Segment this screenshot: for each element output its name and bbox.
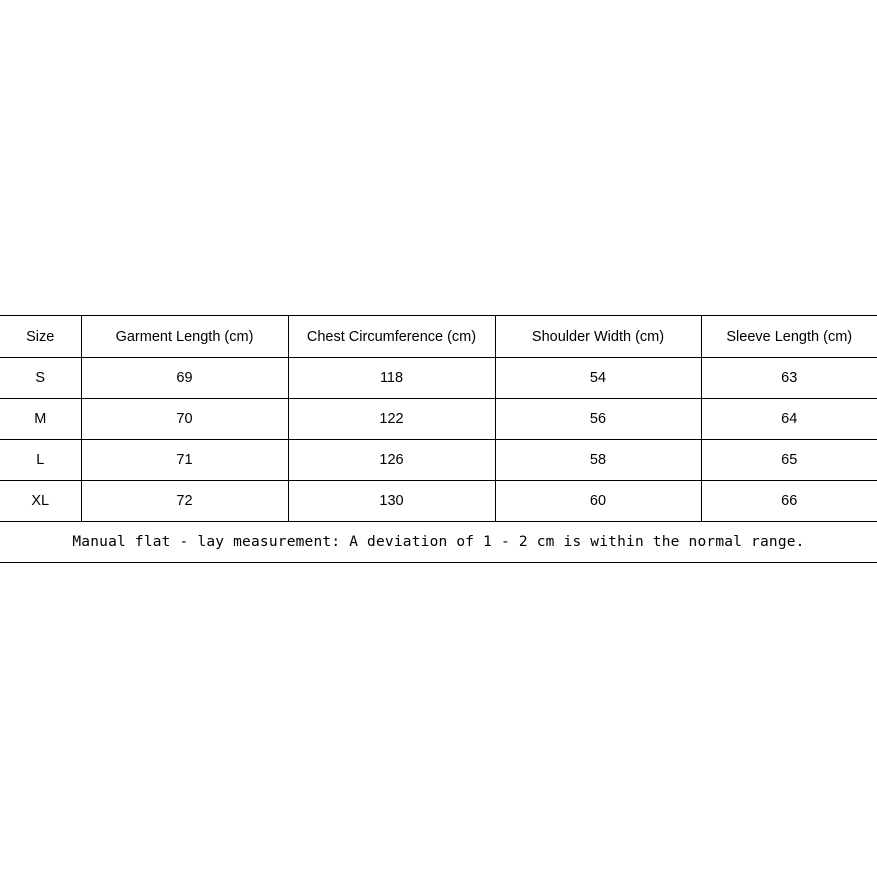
table-row [0, 440, 877, 481]
cell-shoulder: 58 [495, 440, 701, 481]
cell-garment-length: 72 [81, 481, 288, 522]
cell-garment-length: 70 [81, 399, 288, 440]
cell-shoulder: 60 [495, 481, 701, 522]
measurement-note: Manual flat - lay measurement: A deviation of 1 - 2 cm is within the normal range. [0, 522, 877, 563]
table-row [0, 481, 877, 522]
column-header-sleeve-length: Sleeve Length (cm) [701, 316, 877, 358]
cell-shoulder: 54 [495, 358, 701, 399]
cell-chest: 118 [288, 358, 495, 399]
cell-chest: 122 [288, 399, 495, 440]
size-table [0, 315, 877, 563]
column-header-chest-circumference: Chest Circumference (cm) [288, 316, 495, 358]
table-row [0, 358, 877, 399]
column-header-shoulder-width: Shoulder Width (cm) [495, 316, 701, 358]
cell-sleeve: 63 [701, 358, 877, 399]
table-note-row [0, 522, 877, 563]
cell-chest: 126 [288, 440, 495, 481]
cell-size: L [0, 440, 81, 481]
cell-sleeve: 64 [701, 399, 877, 440]
cell-sleeve: 65 [701, 440, 877, 481]
table-row [0, 399, 877, 440]
column-header-garment-length: Garment Length (cm) [81, 316, 288, 358]
cell-size: S [0, 358, 81, 399]
cell-garment-length: 71 [81, 440, 288, 481]
size-chart [0, 315, 877, 563]
column-header-size: Size [0, 316, 81, 358]
cell-garment-length: 69 [81, 358, 288, 399]
cell-shoulder: 56 [495, 399, 701, 440]
table-header-row [0, 316, 877, 358]
cell-size: M [0, 399, 81, 440]
cell-size: XL [0, 481, 81, 522]
cell-chest: 130 [288, 481, 495, 522]
cell-sleeve: 66 [701, 481, 877, 522]
